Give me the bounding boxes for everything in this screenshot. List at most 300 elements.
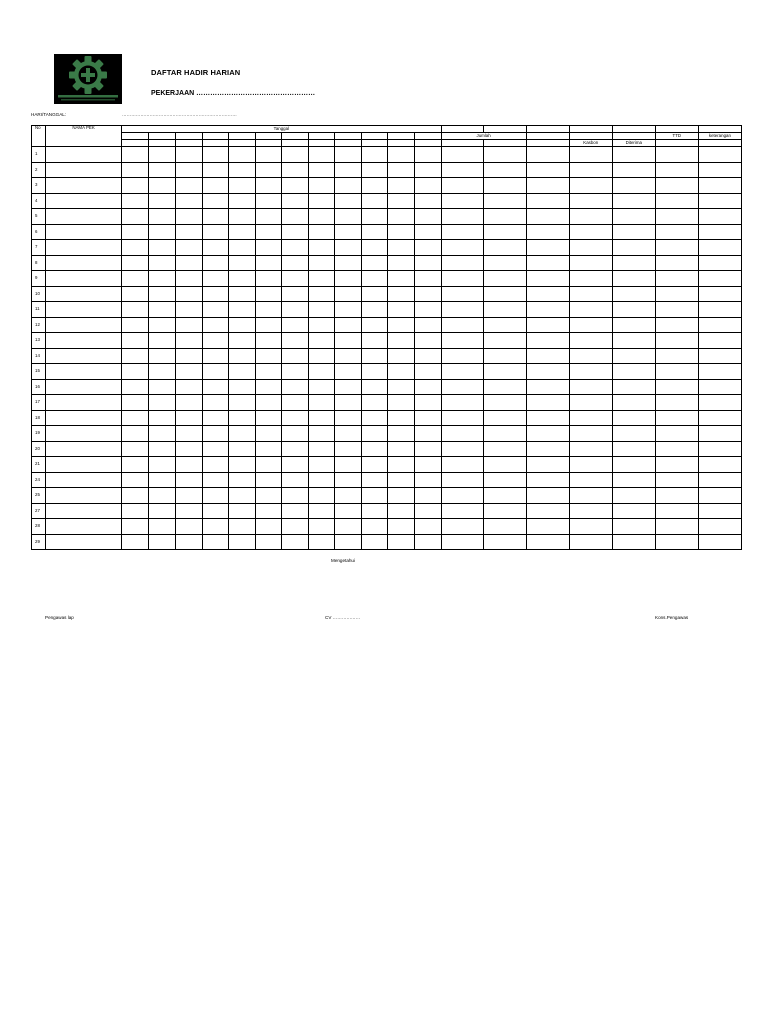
- table-cell[interactable]: [362, 519, 388, 535]
- table-cell[interactable]: [122, 147, 149, 163]
- table-cell[interactable]: [483, 364, 526, 380]
- name-cell[interactable]: [46, 519, 122, 535]
- table-cell[interactable]: [335, 364, 362, 380]
- table-cell[interactable]: [176, 379, 203, 395]
- table-cell[interactable]: [176, 503, 203, 519]
- table-cell[interactable]: [362, 271, 388, 287]
- name-cell[interactable]: [46, 348, 122, 364]
- table-cell[interactable]: [569, 162, 612, 178]
- table-cell[interactable]: [612, 441, 655, 457]
- table-cell[interactable]: [698, 488, 741, 504]
- table-cell[interactable]: [612, 503, 655, 519]
- table-cell[interactable]: [569, 240, 612, 256]
- table-cell[interactable]: [256, 519, 282, 535]
- table-cell[interactable]: [203, 519, 229, 535]
- table-cell[interactable]: [362, 488, 388, 504]
- name-cell[interactable]: [46, 240, 122, 256]
- table-cell[interactable]: [149, 457, 176, 473]
- table-cell[interactable]: [388, 519, 415, 535]
- table-cell[interactable]: [569, 457, 612, 473]
- table-cell[interactable]: [229, 317, 256, 333]
- table-cell[interactable]: [335, 209, 362, 225]
- table-cell[interactable]: [388, 457, 415, 473]
- table-cell[interactable]: [149, 534, 176, 550]
- table-cell[interactable]: [483, 317, 526, 333]
- table-cell[interactable]: [483, 178, 526, 194]
- table-cell[interactable]: [612, 472, 655, 488]
- name-cell[interactable]: [46, 534, 122, 550]
- table-cell[interactable]: [256, 441, 282, 457]
- table-cell[interactable]: [335, 224, 362, 240]
- table-cell[interactable]: [388, 224, 415, 240]
- table-cell[interactable]: [335, 255, 362, 271]
- table-cell[interactable]: [309, 364, 335, 380]
- table-cell[interactable]: [698, 333, 741, 349]
- table-cell[interactable]: [441, 534, 483, 550]
- table-cell[interactable]: [526, 503, 569, 519]
- table-cell[interactable]: [282, 348, 309, 364]
- table-cell[interactable]: [282, 364, 309, 380]
- table-cell[interactable]: [698, 379, 741, 395]
- table-cell[interactable]: [612, 457, 655, 473]
- table-cell[interactable]: [335, 534, 362, 550]
- table-cell[interactable]: [309, 209, 335, 225]
- table-cell[interactable]: [388, 302, 415, 318]
- table-cell[interactable]: [362, 472, 388, 488]
- table-cell[interactable]: [176, 441, 203, 457]
- table-cell[interactable]: [441, 333, 483, 349]
- table-cell[interactable]: [282, 379, 309, 395]
- table-cell[interactable]: [149, 333, 176, 349]
- table-cell[interactable]: [335, 286, 362, 302]
- table-cell[interactable]: [203, 503, 229, 519]
- table-cell[interactable]: [441, 178, 483, 194]
- table-cell[interactable]: [149, 162, 176, 178]
- table-cell[interactable]: [388, 395, 415, 411]
- table-cell[interactable]: [282, 147, 309, 163]
- table-cell[interactable]: [335, 519, 362, 535]
- table-cell[interactable]: [388, 162, 415, 178]
- table-cell[interactable]: [388, 271, 415, 287]
- table-cell[interactable]: [612, 410, 655, 426]
- table-cell[interactable]: [569, 534, 612, 550]
- table-cell[interactable]: [335, 410, 362, 426]
- table-cell[interactable]: [612, 178, 655, 194]
- table-cell[interactable]: [229, 379, 256, 395]
- table-cell[interactable]: [203, 395, 229, 411]
- table-cell[interactable]: [388, 472, 415, 488]
- table-cell[interactable]: [149, 488, 176, 504]
- table-cell[interactable]: [698, 534, 741, 550]
- table-cell[interactable]: [149, 178, 176, 194]
- table-cell[interactable]: [655, 441, 698, 457]
- table-cell[interactable]: [698, 457, 741, 473]
- name-cell[interactable]: [46, 395, 122, 411]
- table-cell[interactable]: [203, 348, 229, 364]
- table-cell[interactable]: [282, 286, 309, 302]
- table-cell[interactable]: [122, 379, 149, 395]
- table-cell[interactable]: [122, 302, 149, 318]
- table-cell[interactable]: [309, 240, 335, 256]
- table-cell[interactable]: [309, 302, 335, 318]
- table-cell[interactable]: [388, 255, 415, 271]
- table-cell[interactable]: [176, 224, 203, 240]
- table-cell[interactable]: [176, 209, 203, 225]
- table-cell[interactable]: [569, 364, 612, 380]
- table-cell[interactable]: [122, 209, 149, 225]
- table-cell[interactable]: [149, 209, 176, 225]
- table-cell[interactable]: [309, 534, 335, 550]
- table-cell[interactable]: [441, 441, 483, 457]
- name-cell[interactable]: [46, 441, 122, 457]
- table-cell[interactable]: [441, 348, 483, 364]
- table-cell[interactable]: [335, 147, 362, 163]
- table-cell[interactable]: [256, 333, 282, 349]
- table-cell[interactable]: [415, 178, 441, 194]
- table-cell[interactable]: [309, 426, 335, 442]
- table-cell[interactable]: [612, 488, 655, 504]
- name-cell[interactable]: [46, 503, 122, 519]
- table-cell[interactable]: [698, 286, 741, 302]
- table-cell[interactable]: [282, 317, 309, 333]
- table-cell[interactable]: [229, 488, 256, 504]
- table-cell[interactable]: [256, 255, 282, 271]
- table-cell[interactable]: [526, 364, 569, 380]
- table-cell[interactable]: [149, 410, 176, 426]
- table-cell[interactable]: [612, 348, 655, 364]
- table-cell[interactable]: [203, 147, 229, 163]
- table-cell[interactable]: [388, 209, 415, 225]
- table-cell[interactable]: [309, 348, 335, 364]
- table-cell[interactable]: [655, 410, 698, 426]
- table-cell[interactable]: [256, 271, 282, 287]
- table-cell[interactable]: [483, 209, 526, 225]
- table-cell[interactable]: [569, 271, 612, 287]
- table-cell[interactable]: [362, 426, 388, 442]
- table-cell[interactable]: [149, 519, 176, 535]
- table-cell[interactable]: [526, 426, 569, 442]
- table-cell[interactable]: [203, 488, 229, 504]
- table-cell[interactable]: [441, 193, 483, 209]
- table-cell[interactable]: [441, 503, 483, 519]
- table-cell[interactable]: [388, 503, 415, 519]
- table-cell[interactable]: [309, 224, 335, 240]
- table-cell[interactable]: [256, 209, 282, 225]
- table-cell[interactable]: [415, 488, 441, 504]
- table-cell[interactable]: [362, 364, 388, 380]
- table-cell[interactable]: [176, 348, 203, 364]
- table-cell[interactable]: [309, 193, 335, 209]
- table-cell[interactable]: [415, 457, 441, 473]
- table-cell[interactable]: [698, 193, 741, 209]
- table-cell[interactable]: [415, 209, 441, 225]
- table-cell[interactable]: [229, 255, 256, 271]
- table-cell[interactable]: [569, 209, 612, 225]
- table-cell[interactable]: [388, 147, 415, 163]
- table-cell[interactable]: [362, 178, 388, 194]
- table-cell[interactable]: [415, 147, 441, 163]
- table-cell[interactable]: [569, 302, 612, 318]
- table-cell[interactable]: [149, 271, 176, 287]
- table-cell[interactable]: [203, 441, 229, 457]
- table-cell[interactable]: [335, 162, 362, 178]
- table-cell[interactable]: [612, 255, 655, 271]
- table-cell[interactable]: [256, 224, 282, 240]
- table-cell[interactable]: [256, 426, 282, 442]
- table-cell[interactable]: [256, 379, 282, 395]
- table-cell[interactable]: [309, 395, 335, 411]
- table-cell[interactable]: [122, 472, 149, 488]
- table-cell[interactable]: [655, 488, 698, 504]
- table-cell[interactable]: [229, 534, 256, 550]
- table-cell[interactable]: [229, 410, 256, 426]
- name-cell[interactable]: [46, 255, 122, 271]
- table-cell[interactable]: [526, 519, 569, 535]
- table-cell[interactable]: [655, 209, 698, 225]
- table-cell[interactable]: [698, 348, 741, 364]
- table-cell[interactable]: [176, 255, 203, 271]
- table-cell[interactable]: [612, 364, 655, 380]
- table-cell[interactable]: [335, 488, 362, 504]
- table-cell[interactable]: [415, 333, 441, 349]
- table-cell[interactable]: [388, 240, 415, 256]
- table-cell[interactable]: [256, 147, 282, 163]
- table-cell[interactable]: [441, 271, 483, 287]
- table-cell[interactable]: [483, 147, 526, 163]
- name-cell[interactable]: [46, 286, 122, 302]
- table-cell[interactable]: [388, 286, 415, 302]
- table-cell[interactable]: [415, 410, 441, 426]
- table-cell[interactable]: [122, 534, 149, 550]
- table-cell[interactable]: [483, 426, 526, 442]
- table-cell[interactable]: [229, 348, 256, 364]
- table-cell[interactable]: [441, 472, 483, 488]
- table-cell[interactable]: [122, 240, 149, 256]
- table-cell[interactable]: [612, 379, 655, 395]
- table-cell[interactable]: [388, 193, 415, 209]
- table-cell[interactable]: [282, 240, 309, 256]
- table-cell[interactable]: [256, 472, 282, 488]
- table-cell[interactable]: [282, 255, 309, 271]
- table-cell[interactable]: [256, 395, 282, 411]
- table-cell[interactable]: [149, 317, 176, 333]
- table-cell[interactable]: [149, 472, 176, 488]
- table-cell[interactable]: [309, 162, 335, 178]
- name-cell[interactable]: [46, 147, 122, 163]
- table-cell[interactable]: [256, 286, 282, 302]
- table-cell[interactable]: [612, 147, 655, 163]
- table-cell[interactable]: [483, 457, 526, 473]
- name-cell[interactable]: [46, 193, 122, 209]
- table-cell[interactable]: [122, 457, 149, 473]
- table-cell[interactable]: [526, 534, 569, 550]
- table-cell[interactable]: [229, 457, 256, 473]
- table-cell[interactable]: [655, 255, 698, 271]
- table-cell[interactable]: [441, 286, 483, 302]
- table-cell[interactable]: [176, 457, 203, 473]
- table-cell[interactable]: [176, 271, 203, 287]
- table-cell[interactable]: [122, 364, 149, 380]
- table-cell[interactable]: [415, 364, 441, 380]
- table-cell[interactable]: [655, 147, 698, 163]
- table-cell[interactable]: [229, 193, 256, 209]
- table-cell[interactable]: [415, 379, 441, 395]
- table-cell[interactable]: [256, 410, 282, 426]
- table-cell[interactable]: [176, 286, 203, 302]
- table-cell[interactable]: [122, 348, 149, 364]
- table-cell[interactable]: [282, 209, 309, 225]
- table-cell[interactable]: [203, 240, 229, 256]
- table-cell[interactable]: [362, 395, 388, 411]
- table-cell[interactable]: [441, 410, 483, 426]
- table-cell[interactable]: [229, 503, 256, 519]
- table-cell[interactable]: [526, 178, 569, 194]
- table-cell[interactable]: [335, 379, 362, 395]
- name-cell[interactable]: [46, 457, 122, 473]
- table-cell[interactable]: [176, 519, 203, 535]
- table-cell[interactable]: [282, 395, 309, 411]
- table-cell[interactable]: [282, 178, 309, 194]
- table-cell[interactable]: [415, 534, 441, 550]
- table-cell[interactable]: [256, 193, 282, 209]
- table-cell[interactable]: [655, 503, 698, 519]
- table-cell[interactable]: [415, 255, 441, 271]
- table-cell[interactable]: [655, 457, 698, 473]
- table-cell[interactable]: [415, 426, 441, 442]
- table-cell[interactable]: [203, 410, 229, 426]
- table-cell[interactable]: [149, 503, 176, 519]
- table-cell[interactable]: [229, 441, 256, 457]
- table-cell[interactable]: [122, 503, 149, 519]
- table-cell[interactable]: [612, 317, 655, 333]
- table-cell[interactable]: [149, 426, 176, 442]
- table-cell[interactable]: [203, 317, 229, 333]
- table-cell[interactable]: [388, 410, 415, 426]
- table-cell[interactable]: [282, 224, 309, 240]
- table-cell[interactable]: [176, 488, 203, 504]
- table-cell[interactable]: [282, 410, 309, 426]
- table-cell[interactable]: [309, 519, 335, 535]
- table-cell[interactable]: [149, 348, 176, 364]
- table-cell[interactable]: [415, 286, 441, 302]
- table-cell[interactable]: [698, 441, 741, 457]
- table-cell[interactable]: [335, 333, 362, 349]
- table-cell[interactable]: [176, 162, 203, 178]
- table-cell[interactable]: [176, 333, 203, 349]
- table-cell[interactable]: [415, 224, 441, 240]
- table-cell[interactable]: [362, 193, 388, 209]
- table-cell[interactable]: [335, 441, 362, 457]
- table-cell[interactable]: [149, 147, 176, 163]
- table-cell[interactable]: [176, 410, 203, 426]
- name-cell[interactable]: [46, 224, 122, 240]
- table-cell[interactable]: [569, 348, 612, 364]
- table-cell[interactable]: [176, 147, 203, 163]
- table-cell[interactable]: [569, 193, 612, 209]
- table-cell[interactable]: [655, 348, 698, 364]
- table-cell[interactable]: [362, 379, 388, 395]
- table-cell[interactable]: [309, 488, 335, 504]
- table-cell[interactable]: [203, 333, 229, 349]
- table-cell[interactable]: [698, 271, 741, 287]
- table-cell[interactable]: [122, 519, 149, 535]
- table-cell[interactable]: [612, 271, 655, 287]
- table-cell[interactable]: [335, 240, 362, 256]
- table-cell[interactable]: [229, 395, 256, 411]
- table-cell[interactable]: [149, 395, 176, 411]
- table-cell[interactable]: [388, 364, 415, 380]
- table-cell[interactable]: [698, 426, 741, 442]
- table-cell[interactable]: [122, 162, 149, 178]
- table-cell[interactable]: [526, 472, 569, 488]
- table-cell[interactable]: [229, 302, 256, 318]
- table-cell[interactable]: [149, 379, 176, 395]
- table-cell[interactable]: [282, 441, 309, 457]
- table-cell[interactable]: [122, 286, 149, 302]
- table-cell[interactable]: [309, 286, 335, 302]
- table-cell[interactable]: [526, 333, 569, 349]
- table-cell[interactable]: [176, 302, 203, 318]
- table-cell[interactable]: [282, 302, 309, 318]
- table-cell[interactable]: [176, 426, 203, 442]
- table-cell[interactable]: [122, 410, 149, 426]
- table-cell[interactable]: [203, 271, 229, 287]
- table-cell[interactable]: [256, 317, 282, 333]
- table-cell[interactable]: [256, 240, 282, 256]
- table-cell[interactable]: [229, 162, 256, 178]
- table-cell[interactable]: [569, 519, 612, 535]
- table-cell[interactable]: [362, 441, 388, 457]
- table-cell[interactable]: [483, 333, 526, 349]
- table-cell[interactable]: [176, 534, 203, 550]
- name-cell[interactable]: [46, 426, 122, 442]
- table-cell[interactable]: [483, 395, 526, 411]
- name-cell[interactable]: [46, 472, 122, 488]
- table-cell[interactable]: [655, 472, 698, 488]
- table-cell[interactable]: [282, 333, 309, 349]
- name-cell[interactable]: [46, 162, 122, 178]
- table-cell[interactable]: [441, 162, 483, 178]
- table-cell[interactable]: [655, 193, 698, 209]
- table-cell[interactable]: [526, 302, 569, 318]
- table-cell[interactable]: [309, 410, 335, 426]
- table-cell[interactable]: [388, 333, 415, 349]
- name-cell[interactable]: [46, 333, 122, 349]
- table-cell[interactable]: [362, 534, 388, 550]
- table-cell[interactable]: [441, 302, 483, 318]
- table-cell[interactable]: [335, 503, 362, 519]
- table-cell[interactable]: [388, 178, 415, 194]
- table-cell[interactable]: [176, 364, 203, 380]
- table-cell[interactable]: [569, 224, 612, 240]
- table-cell[interactable]: [229, 240, 256, 256]
- table-cell[interactable]: [655, 178, 698, 194]
- table-cell[interactable]: [612, 302, 655, 318]
- table-cell[interactable]: [655, 224, 698, 240]
- table-cell[interactable]: [612, 534, 655, 550]
- table-cell[interactable]: [483, 271, 526, 287]
- table-cell[interactable]: [612, 193, 655, 209]
- table-cell[interactable]: [256, 178, 282, 194]
- table-cell[interactable]: [526, 209, 569, 225]
- table-cell[interactable]: [203, 162, 229, 178]
- table-cell[interactable]: [282, 472, 309, 488]
- table-cell[interactable]: [388, 441, 415, 457]
- table-cell[interactable]: [203, 193, 229, 209]
- table-cell[interactable]: [415, 348, 441, 364]
- table-cell[interactable]: [203, 255, 229, 271]
- table-cell[interactable]: [335, 193, 362, 209]
